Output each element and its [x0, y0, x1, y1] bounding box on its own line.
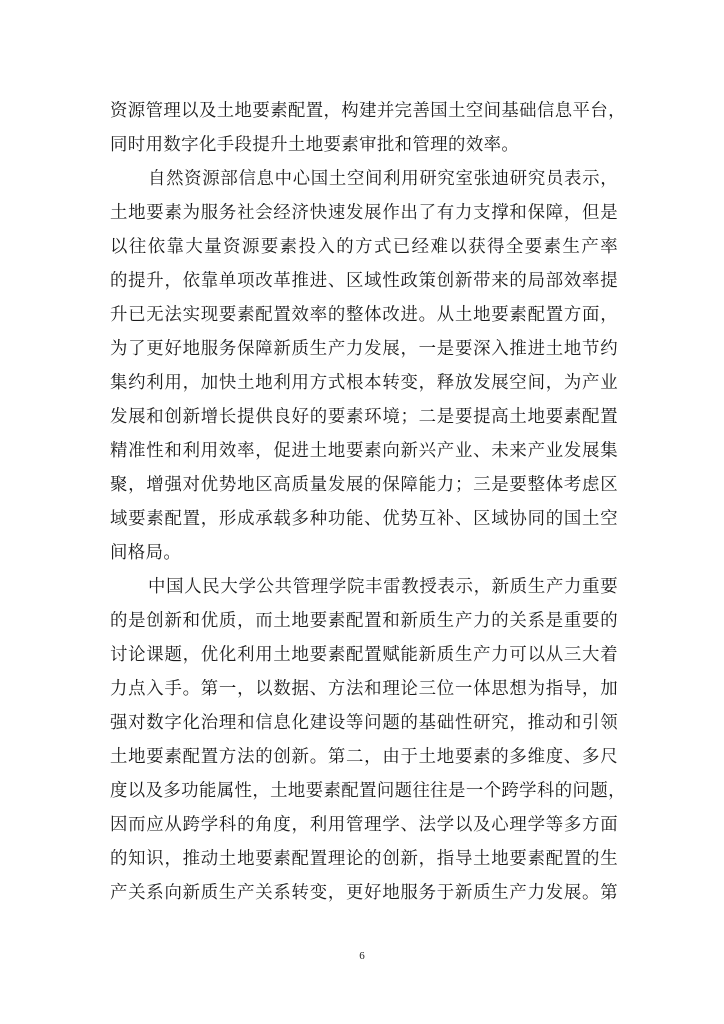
text-line: 同时用数字化手段提升土地要素审批和管理的效率。 — [110, 135, 520, 155]
text-line: 中国人民大学公共管理学院丰雷教授表示，新质生产力重要 — [148, 577, 618, 597]
page-number: 6 — [359, 950, 365, 962]
text-line: 集约利用，加快土地利用方式根本转变，释放发展空间，为产业 — [110, 373, 618, 393]
text-line: 土地要素为服务社会经济快速发展作出了有力支撑和保障，但是 — [110, 203, 618, 223]
text-line: 产关系向新质生产关系转变，更好地服务于新质生产力发展。第 — [110, 883, 618, 903]
text-line: 度以及多功能属性，土地要素配置问题往往是一个跨学科的问题， — [110, 781, 626, 801]
text-line: 因而应从跨学科的角度，利用管理学、法学以及心理学等多方面 — [110, 815, 618, 835]
text-line: 间格局。 — [110, 543, 182, 563]
text-line: 精准性和利用效率，促进土地要素向新兴产业、未来产业发展集 — [110, 441, 618, 461]
text-line: 以往依靠大量资源要素投入的方式已经难以获得全要素生产率 — [110, 237, 618, 257]
text-line: 为了更好地服务保障新质生产力发展，一是要深入推进土地节约 — [110, 339, 618, 359]
text-line: 域要素配置，形成承载多种功能、优势互补、区域协同的国土空 — [110, 509, 618, 529]
text-line: 发展和创新增长提供良好的要素环境；二是要提高土地要素配置 — [110, 407, 618, 427]
text-line: 讨论课题，优化利用土地要素配置赋能新质生产力可以从三大着 — [110, 645, 618, 665]
text-line: 的是创新和优质，而土地要素配置和新质生产力的关系是重要的 — [110, 611, 618, 631]
text-line: 的提升，依靠单项改革推进、区域性政策创新带来的局部效率提 — [110, 271, 618, 291]
text-line: 升已无法实现要素配置效率的整体改进。从土地要素配置方面， — [110, 305, 618, 325]
text-line: 的知识，推动土地要素配置理论的创新，指导土地要素配置的生 — [110, 849, 618, 869]
text-line: 强对数字化治理和信息化建设等问题的基础性研究，推动和引领 — [110, 713, 618, 733]
text-line: 自然资源部信息中心国土空间利用研究室张迪研究员表示， — [148, 169, 618, 189]
body-text — [110, 94, 626, 910]
text-line: 土地要素配置方法的创新。第二，由于土地要素的多维度、多尺 — [110, 747, 618, 767]
text-line: 资源管理以及土地要素配置，构建并完善国土空间基础信息平台， — [110, 101, 626, 121]
text-line: 力点入手。第一，以数据、方法和理论三位一体思想为指导，加 — [110, 679, 618, 699]
text-line: 聚，增强对优势地区高质量发展的保障能力；三是要整体考虑区 — [110, 475, 618, 495]
